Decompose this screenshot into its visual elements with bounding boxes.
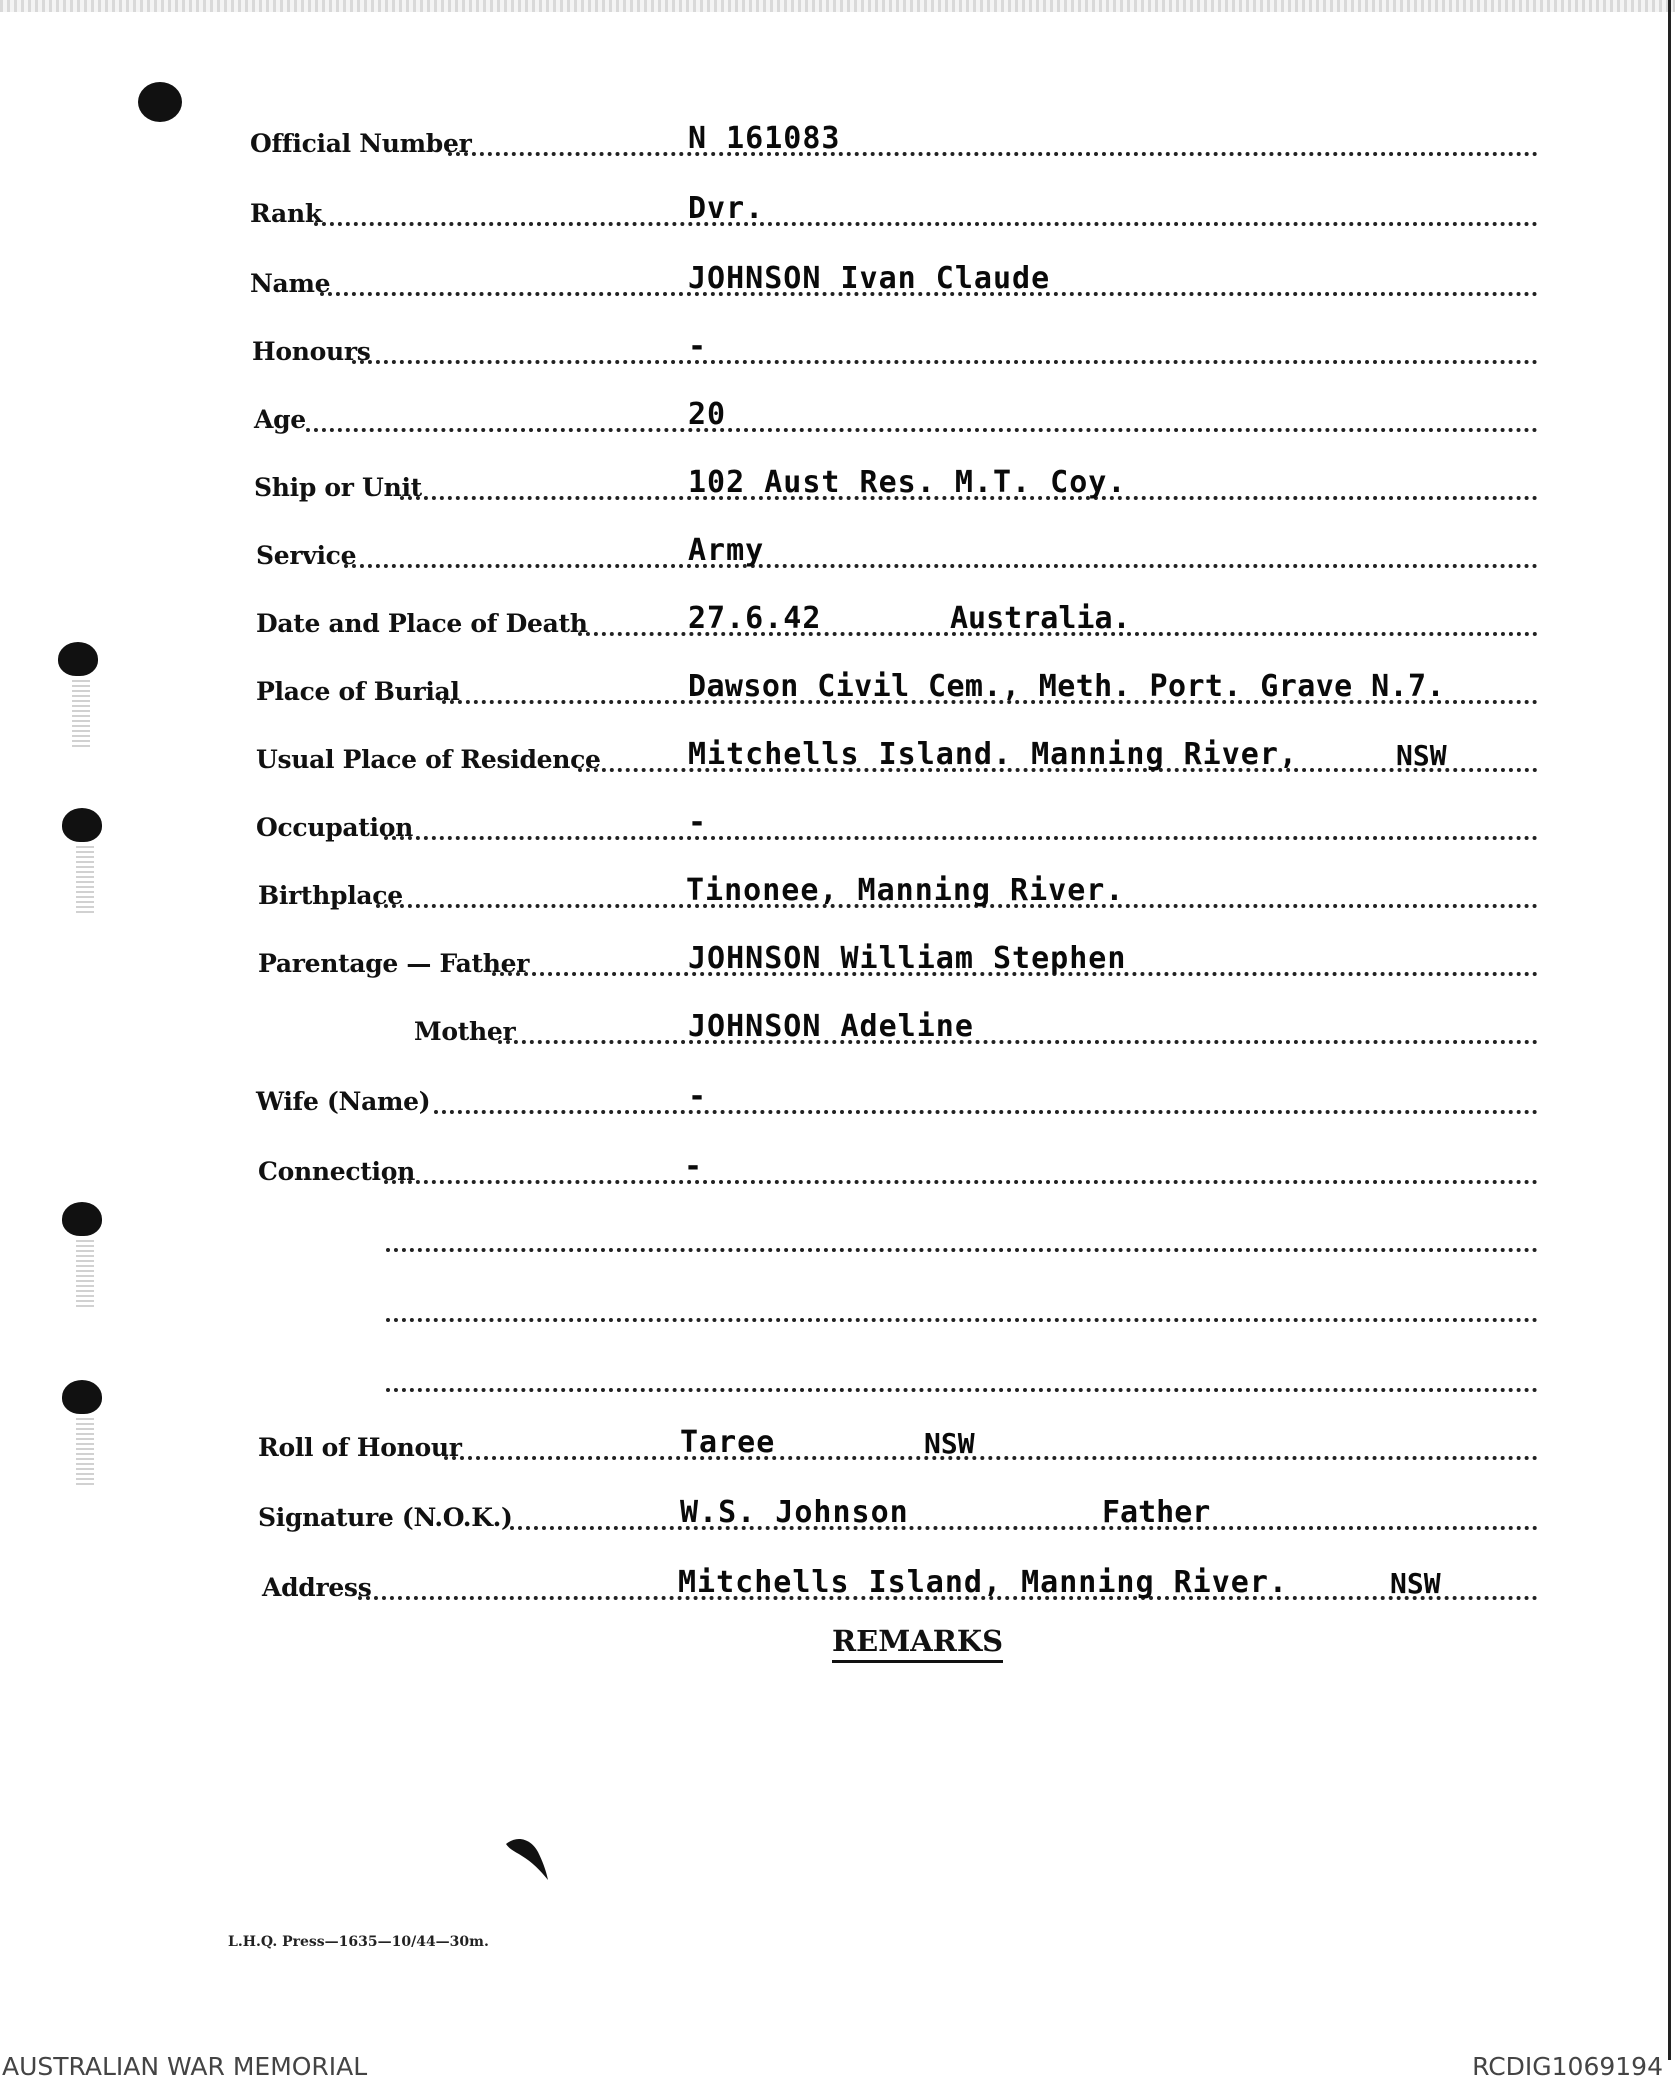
dotted-leader	[306, 428, 1538, 432]
field-label: Service	[256, 541, 357, 570]
field-value: Tinonee, Manning River.	[686, 873, 1125, 908]
field-value-secondary: NSW	[1390, 1567, 1441, 1600]
scan-edge-top	[0, 0, 1675, 12]
field-value: Army	[688, 533, 765, 568]
punch-hole-top	[138, 82, 182, 122]
field-value: -	[688, 1079, 708, 1114]
field-label: Wife (Name)	[256, 1087, 431, 1116]
field-service	[248, 534, 1538, 574]
field-occupation	[248, 806, 1538, 846]
field-ship-or-unit	[248, 466, 1538, 506]
dotted-leader	[434, 1110, 1538, 1114]
field-label: Roll of Honour	[258, 1433, 462, 1462]
field-label: Usual Place of Residence	[256, 745, 601, 774]
dotted-leader	[498, 1040, 1538, 1044]
field-label: Rank	[250, 199, 322, 228]
scan-smudge	[76, 1418, 94, 1488]
field-age	[248, 398, 1538, 438]
field-value: 102 Aust Res. M.T. Coy.	[688, 465, 1127, 500]
field-signature-nok	[248, 1496, 1538, 1536]
field-usual-residence	[248, 738, 1538, 778]
dotted-leader	[314, 222, 1538, 226]
field-value: -	[684, 1149, 704, 1184]
dotted-leader	[384, 1180, 1538, 1184]
field-value-secondary: NSW	[1396, 739, 1447, 772]
field-value-secondary: Australia.	[950, 601, 1131, 636]
field-official-number	[248, 122, 1538, 162]
blank-line	[248, 1288, 1538, 1328]
field-value: JOHNSON William Stephen	[688, 941, 1127, 976]
field-value-secondary: NSW	[924, 1427, 975, 1460]
field-label: Official Number	[250, 129, 472, 158]
field-value: JOHNSON Ivan Claude	[688, 261, 1051, 296]
archive-name: AUSTRALIAN WAR MEMORIAL	[2, 2052, 368, 2081]
dotted-leader	[444, 1456, 1538, 1460]
field-date-place-of-death	[248, 602, 1538, 642]
scan-edge-right	[1668, 0, 1671, 2060]
field-value: N 161083	[688, 121, 841, 156]
field-value: Dvr.	[688, 191, 765, 226]
field-label: Address	[262, 1573, 372, 1602]
field-value: W.S. Johnson	[680, 1495, 909, 1530]
punch-hole-3	[62, 1202, 102, 1236]
punch-hole-4	[62, 1380, 102, 1414]
field-connection	[248, 1150, 1538, 1190]
ink-mark	[502, 1830, 550, 1882]
dotted-leader	[384, 836, 1538, 840]
field-birthplace	[248, 874, 1538, 914]
field-value: -	[688, 805, 708, 840]
field-value: Mitchells Island, Manning River.	[678, 1565, 1288, 1600]
record-id: RCDIG1069194	[1472, 2052, 1663, 2081]
printer-imprint: L.H.Q. Press—1635—10/44—30m.	[228, 1934, 489, 1950]
field-label: Occupation	[256, 813, 413, 842]
scan-smudge	[72, 680, 90, 750]
blank-line	[248, 1218, 1538, 1258]
dotted-leader	[344, 564, 1538, 568]
field-value-secondary: Father	[1102, 1495, 1211, 1530]
field-label: Parentage — Father	[258, 949, 530, 978]
field-value: -	[688, 329, 708, 364]
scan-smudge	[76, 846, 94, 916]
dotted-leader	[352, 360, 1538, 364]
remarks-heading: REMARKS	[832, 1624, 1003, 1663]
field-value: 27.6.42	[688, 601, 822, 636]
field-parentage-father	[248, 942, 1538, 982]
field-value: Dawson Civil Cem., Meth. Port. Grave N.7.	[688, 669, 1445, 704]
scan-smudge	[76, 1240, 94, 1310]
field-rank	[248, 192, 1538, 232]
field-label: Date and Place of Death	[256, 609, 588, 638]
field-roll-of-honour	[248, 1426, 1538, 1466]
field-value: Mitchells Island. Manning River,	[688, 737, 1298, 772]
field-parentage-mother	[248, 1010, 1538, 1050]
field-label: Place of Burial	[256, 677, 460, 706]
field-value: Taree	[680, 1425, 776, 1460]
dotted-leader	[448, 152, 1538, 156]
blank-line	[248, 1358, 1538, 1398]
dotted-leader	[510, 1526, 1538, 1530]
field-label: Signature (N.O.K.)	[258, 1503, 513, 1532]
field-label: Honours	[252, 337, 371, 366]
punch-hole-1	[58, 642, 98, 676]
field-name	[248, 262, 1538, 302]
field-wife-name	[248, 1080, 1538, 1120]
field-label: Name	[250, 269, 331, 298]
field-label: Birthplace	[258, 881, 403, 910]
field-honours	[248, 330, 1538, 370]
punch-hole-2	[62, 808, 102, 842]
field-label: Connection	[258, 1157, 415, 1186]
dotted-leader	[386, 1388, 1538, 1392]
field-label: Age	[254, 405, 306, 434]
field-address	[248, 1566, 1538, 1606]
field-label: Mother	[414, 1017, 516, 1046]
dotted-leader	[386, 1248, 1538, 1252]
field-value: 20	[688, 397, 727, 432]
dotted-leader	[386, 1318, 1538, 1322]
field-place-of-burial	[248, 670, 1538, 710]
field-value: JOHNSON Adeline	[688, 1009, 974, 1044]
field-label: Ship or Unit	[254, 473, 422, 502]
